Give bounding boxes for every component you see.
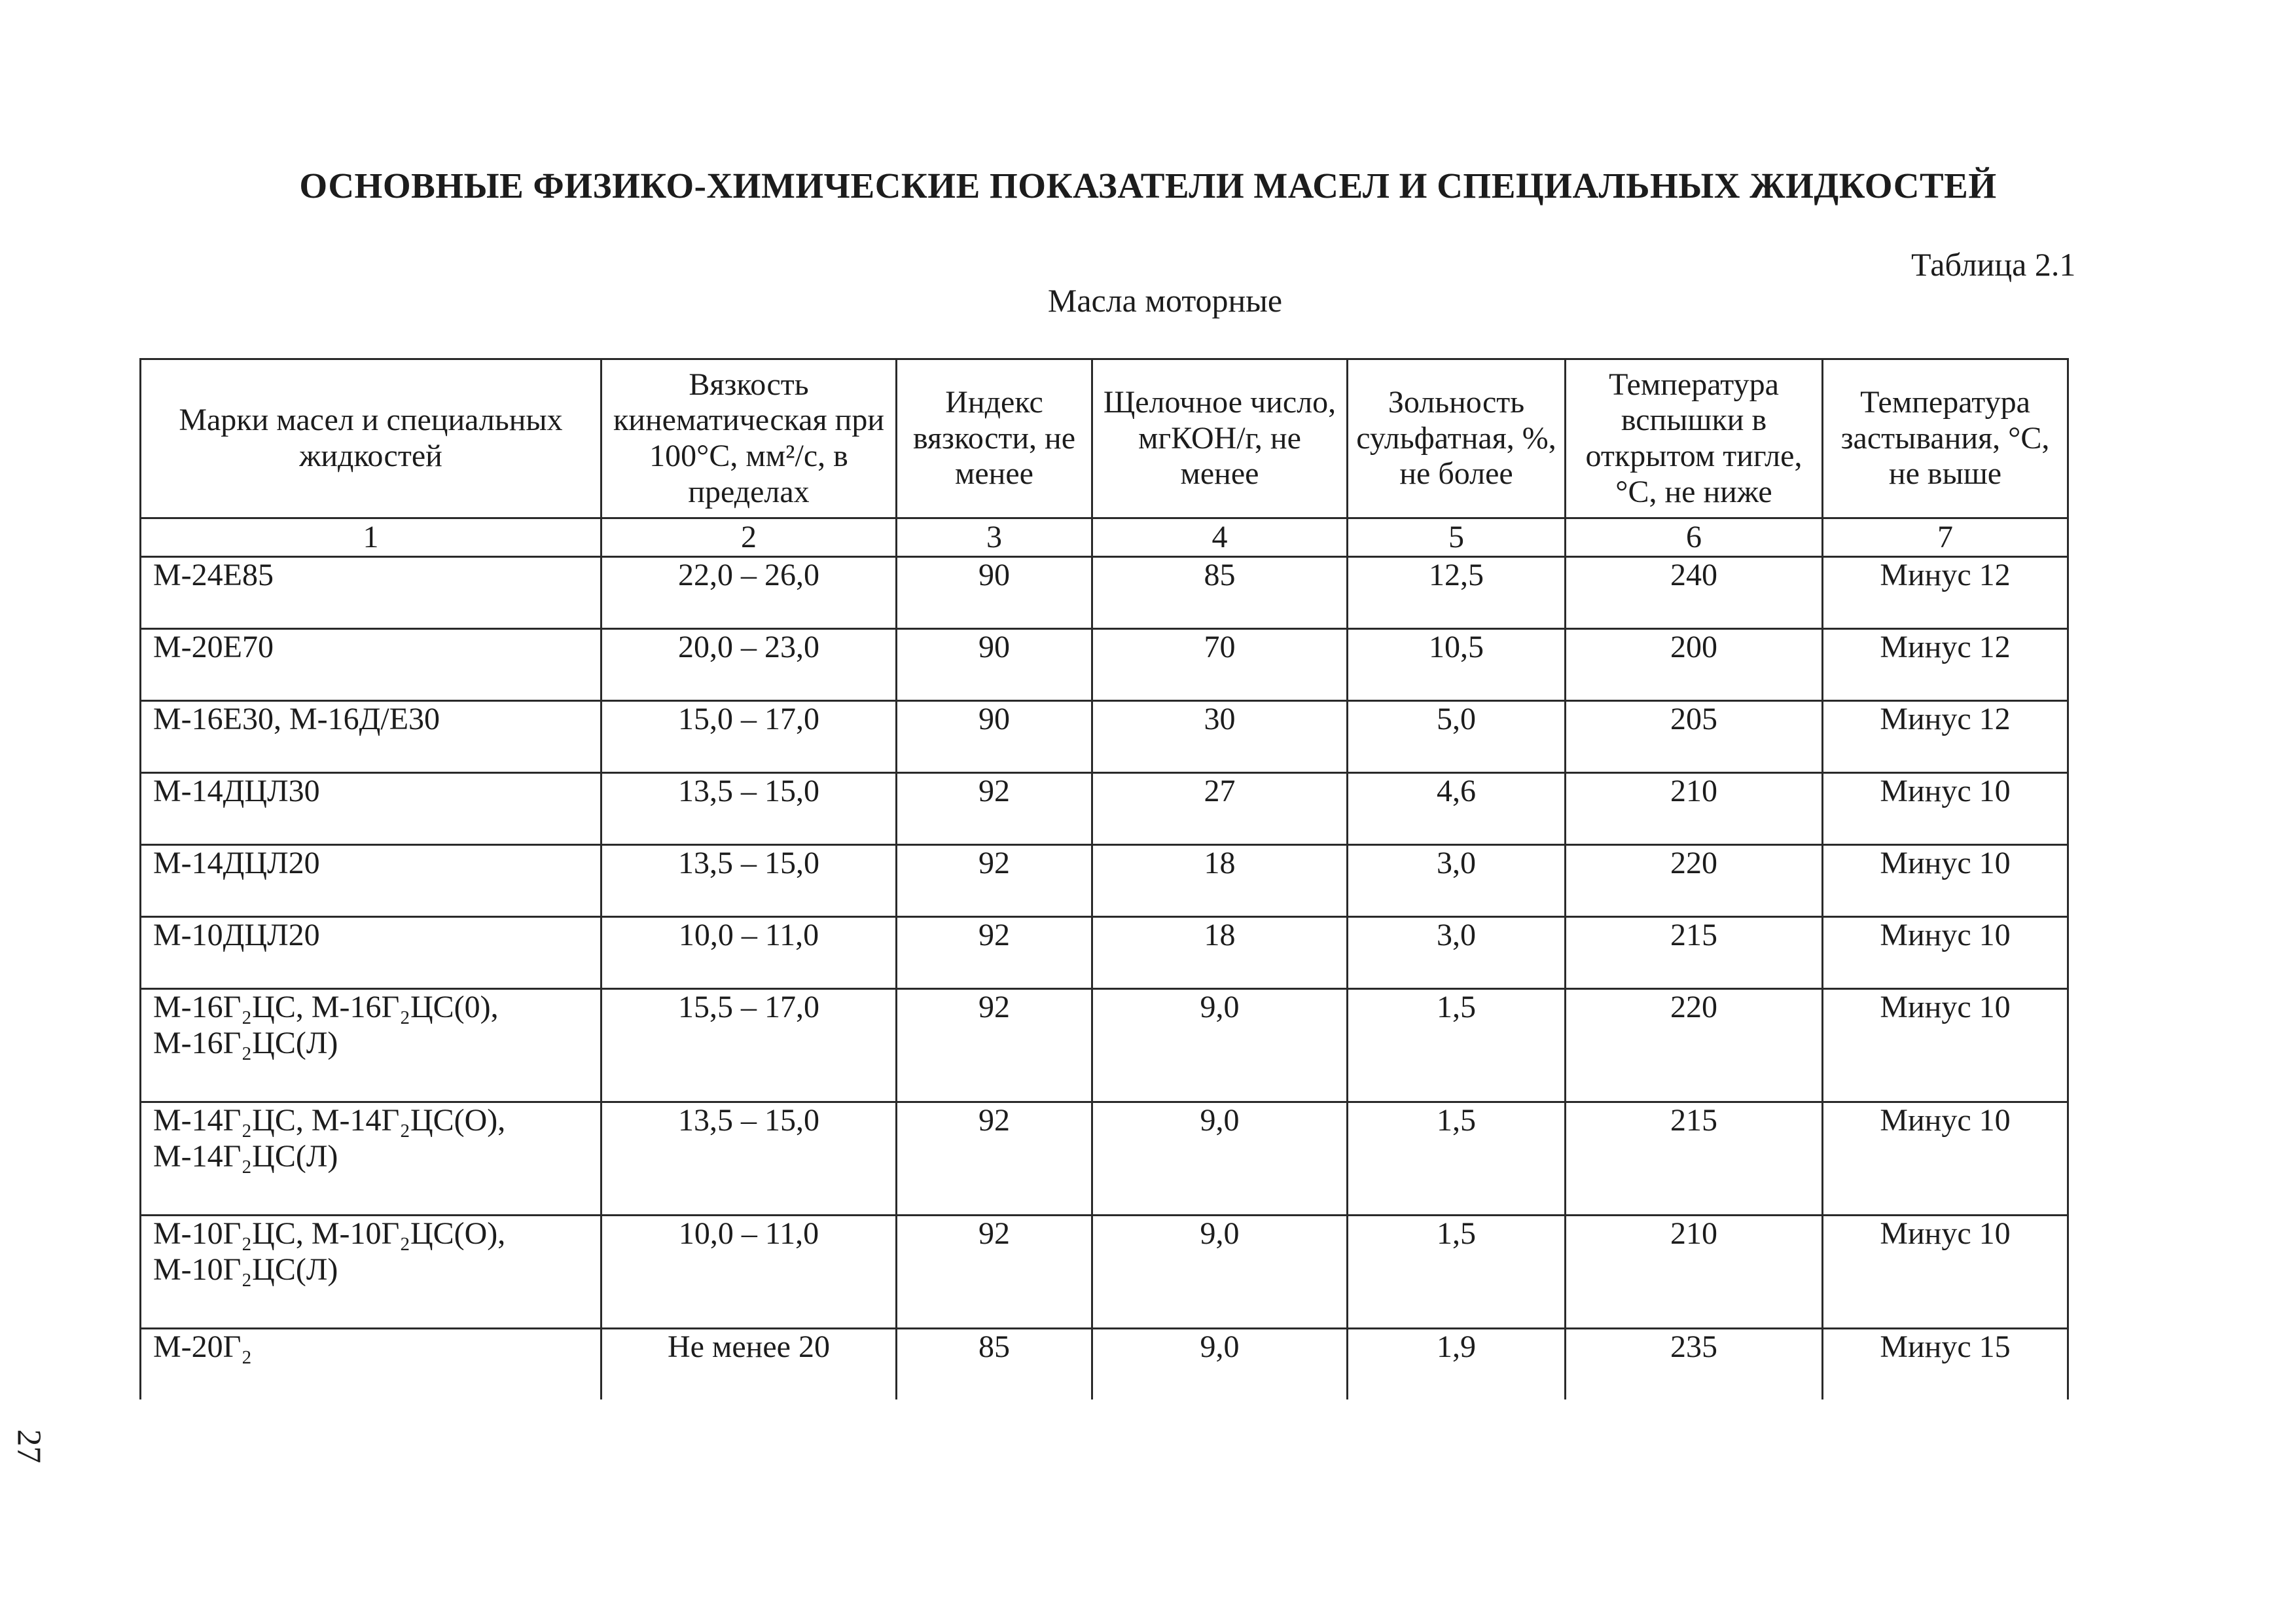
alkaline-cell: 9,0 (1092, 1216, 1348, 1329)
column-number: 3 (897, 518, 1092, 557)
column-number: 1 (141, 518, 601, 557)
column-number: 2 (601, 518, 897, 557)
grade-cell: М-24Е85 (141, 557, 601, 629)
header-pour-point: Температура застывания, °С, не выше (1823, 359, 2068, 518)
table-row (141, 1329, 2068, 1400)
viscosity-cell: 10,0 – 11,0 (601, 1216, 897, 1329)
viscosity-cell: 10,0 – 11,0 (601, 917, 897, 989)
viscosity-cell: 15,0 – 17,0 (601, 701, 897, 773)
alkaline-cell: 9,0 (1092, 989, 1348, 1102)
table-number: Таблица 2.1 (1911, 246, 2076, 283)
index-cell: 90 (897, 629, 1092, 701)
alkaline-cell: 70 (1092, 629, 1348, 701)
flash-cell: 240 (1566, 557, 1823, 629)
viscosity-cell: 13,5 – 15,0 (601, 773, 897, 845)
ash-cell: 1,5 (1348, 989, 1566, 1102)
table-row (141, 845, 2068, 917)
pour-cell: Минус 15 (1823, 1329, 2068, 1400)
table-row (141, 1216, 2068, 1329)
pour-cell: Минус 10 (1823, 773, 2068, 845)
grade-cell: М-16Е30, М-16Д/Е30 (141, 701, 601, 773)
pour-cell: Минус 12 (1823, 701, 2068, 773)
alkaline-cell: 9,0 (1092, 1329, 1348, 1400)
flash-cell: 235 (1566, 1329, 1823, 1400)
pour-cell: Минус 10 (1823, 989, 2068, 1102)
index-cell: 90 (897, 701, 1092, 773)
alkaline-cell: 18 (1092, 917, 1348, 989)
index-cell: 92 (897, 917, 1092, 989)
viscosity-cell: 13,5 – 15,0 (601, 1102, 897, 1216)
ash-cell: 5,0 (1348, 701, 1566, 773)
pour-cell: Минус 12 (1823, 629, 2068, 701)
header-sulfated-ash: Зольность сульфатная, %, не более (1348, 359, 1566, 518)
pour-cell: Минус 12 (1823, 557, 2068, 629)
header-grade: Марки масел и специальных жидкостей (141, 359, 601, 518)
grade-cell: М-10ДЦЛ20 (141, 917, 601, 989)
grade-cell: М-16Г₂ЦС, М-16Г₂ЦС(0), М-16Г₂ЦС(Л) (141, 989, 601, 1102)
flash-cell: 215 (1566, 917, 1823, 989)
grade-cell: М-20Г₂ (141, 1329, 601, 1400)
table-row (141, 629, 2068, 701)
index-cell: 92 (897, 989, 1092, 1102)
index-cell: 90 (897, 557, 1092, 629)
oil-properties-table (139, 358, 2069, 1399)
grade-cell: М-14Г₂ЦС, М-14Г₂ЦС(О), М-14Г₂ЦС(Л) (141, 1102, 601, 1216)
alkaline-cell: 18 (1092, 845, 1348, 917)
flash-cell: 215 (1566, 1102, 1823, 1216)
header-alkaline-number: Щелочное число, мгКОН/г, не менее (1092, 359, 1348, 518)
flash-cell: 220 (1566, 989, 1823, 1102)
table-row (141, 917, 2068, 989)
flash-cell: 220 (1566, 845, 1823, 917)
ash-cell: 1,5 (1348, 1102, 1566, 1216)
ash-cell: 4,6 (1348, 773, 1566, 845)
ash-cell: 12,5 (1348, 557, 1566, 629)
ash-cell: 3,0 (1348, 845, 1566, 917)
column-number: 6 (1566, 518, 1823, 557)
viscosity-cell: 22,0 – 26,0 (601, 557, 897, 629)
ash-cell: 1,9 (1348, 1329, 1566, 1400)
column-number-row (141, 518, 2068, 557)
pour-cell: Минус 10 (1823, 845, 2068, 917)
viscosity-cell: 20,0 – 23,0 (601, 629, 897, 701)
viscosity-cell: 15,5 – 17,0 (601, 989, 897, 1102)
column-number: 7 (1823, 518, 2068, 557)
index-cell: 92 (897, 845, 1092, 917)
index-cell: 85 (897, 1329, 1092, 1400)
document-title: ОСНОВНЫЕ ФИЗИКО-ХИМИЧЕСКИЕ ПОКАЗАТЕЛИ МАСЕЛ И СПЕЦИАЛЬНЫХ ЖИДКОСТЕЙ (299, 166, 1997, 206)
header-viscosity-index: Индекс вязкости, не менее (897, 359, 1092, 518)
grade-cell: М-20Е70 (141, 629, 601, 701)
header-viscosity: Вязкость кинематическая при 100°С, мм²/с, в пределах (601, 359, 897, 518)
index-cell: 92 (897, 1216, 1092, 1329)
flash-cell: 210 (1566, 1216, 1823, 1329)
flash-cell: 210 (1566, 773, 1823, 845)
grade-cell: М-14ДЦЛ20 (141, 845, 601, 917)
column-number: 5 (1348, 518, 1566, 557)
pour-cell: Минус 10 (1823, 917, 2068, 989)
alkaline-cell: 30 (1092, 701, 1348, 773)
grade-cell: М-14ДЦЛ30 (141, 773, 601, 845)
header-row (141, 359, 2068, 518)
index-cell: 92 (897, 1102, 1092, 1216)
table-row (141, 1102, 2068, 1216)
ash-cell: 1,5 (1348, 1216, 1566, 1329)
grade-cell: М-10Г₂ЦС, М-10Г₂ЦС(О), М-10Г₂ЦС(Л) (141, 1216, 601, 1329)
index-cell: 92 (897, 773, 1092, 845)
flash-cell: 200 (1566, 629, 1823, 701)
table-row (141, 701, 2068, 773)
alkaline-cell: 9,0 (1092, 1102, 1348, 1216)
alkaline-cell: 27 (1092, 773, 1348, 845)
pour-cell: Минус 10 (1823, 1102, 2068, 1216)
page-number: 27 (10, 1429, 48, 1464)
alkaline-cell: 85 (1092, 557, 1348, 629)
table-row (141, 773, 2068, 845)
ash-cell: 10,5 (1348, 629, 1566, 701)
table-row (141, 989, 2068, 1102)
table-caption: Масла моторные (1047, 282, 1283, 319)
viscosity-cell: 13,5 – 15,0 (601, 845, 897, 917)
column-number: 4 (1092, 518, 1348, 557)
pour-cell: Минус 10 (1823, 1216, 2068, 1329)
header-flash-point: Температура вспышки в открытом тигле, °С, не ниже (1566, 359, 1823, 518)
viscosity-cell: Не менее 20 (601, 1329, 897, 1400)
ash-cell: 3,0 (1348, 917, 1566, 989)
table-row (141, 557, 2068, 629)
flash-cell: 205 (1566, 701, 1823, 773)
